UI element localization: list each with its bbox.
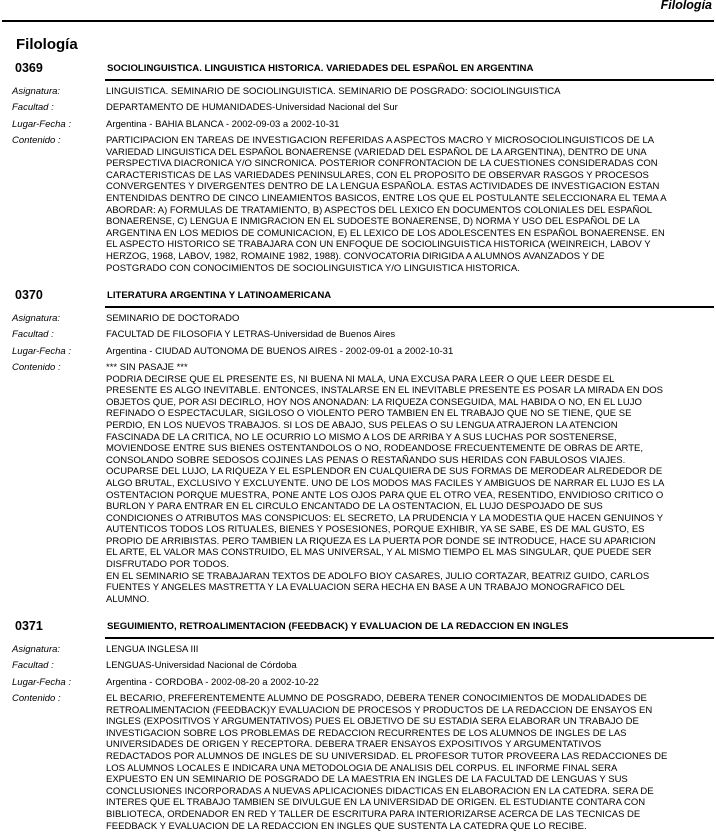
facultad-label: Facultad : — [12, 660, 54, 672]
asignatura-value: LENGUA INGLESA III — [106, 643, 199, 655]
contenido-label: Contenido : — [12, 134, 61, 146]
facultad-value: DEPARTAMENTO DE HUMANIDADES-Universidad Nacional del Sur — [106, 102, 398, 114]
asignatura-value: LINGUISTICA. SEMINARIO DE SOCIOLINGUISTICA. SEMINARIO DE POSGRADO: SOCIOLINGUISTICA — [106, 85, 561, 97]
entry-code: 0371 — [15, 619, 43, 633]
lugar-fecha-label: Lugar-Fecha : — [12, 345, 71, 357]
lugar-fecha-value: Argentina - CIUDAD AUTONOMA DE BUENOS AIRES - 2002-09-01 a 2002-10-31 — [106, 345, 454, 357]
contenido-value: EL BECARIO, PREFERENTEMENTE ALUMNO DE POSGRADO, DEBERA TENER CONOCIMIENTOS DE MODALIDADES DE RETROALIMENTACION (FEEDBACK)Y EVALUACION DE PROCESOS Y PRODUCTOS DE LA REDACCION DE ENSAYOS EN INGLES (EXPOSITIVOS Y ARGUMENTATIVOS) PUES EL OBJETIVO DE SU ESTADIA SERA ELABORAR UN TRABAJO DE INVESTIGACION SOBRE LOS PROBLEMAS DE REDACCION RECURRENTES DE LOS ALUMNOS DE INGLES DE LAS UNIVERSIDADES DE ORIGEN Y RECEPTORA. DEBERA TRAER ENSAYOS EXPOSITIVOS Y ARGUMENTATIVOS REDACTADOS POR ALUMNOS DE INGLES DE SU UNIVERSIDAD. EL PROFESOR TUTOR PROVEERA LAS REDACCIONES DE LOS ALUMNOS LOCALES E INDICARA UNA METODOLOGIA DE ANALISIS DEL CORPUS. EL INFORME FINAL SERA EXPUESTO EN UN SEMINARIO DE POSGRADO DE LA MAESTRIA EN INGLES DE LA FACULTAD DE LENGUAS Y SUS CONCLUSIONES INCORPORADAS A NUEVAS APLICACIONES DIDACTICAS EN ELABORACION EN LA CATEDRA. SERA DE INTERES QUE EL TRABAJO TAMBIEN SE DIVULGUE EN LA UNIVERSIDAD DE ORIGEN. EL ESTUDIANTE CONTARA CON BIBLIOTECA, ORDENADOR EN RED Y TALLER DE ESCRITURA PARA INTERIORIZARSE ACERCA DE LAS TECNICAS DE FEEDBACK Y EVALUACION DE LA REDACCION EN INGLES QUE SUSTENTA LA CATEDRA QUE LO RECIBE. — [106, 692, 668, 832]
entry-title: SOCIOLINGUISTICA. LINGUISTICA HISTORICA. VARIEDADES DEL ESPAÑOL EN ARGENTINA — [107, 63, 534, 74]
entry-header — [0, 288, 716, 306]
facultad-value: LENGUAS-Universidad Nacional de Córdoba — [106, 660, 297, 672]
asignatura-label: Asignatura: — [12, 85, 61, 97]
page-title: Filología — [16, 36, 78, 53]
entry-code: 0370 — [15, 288, 43, 302]
entry-0371 — [0, 619, 716, 832]
lugar-fecha-label: Lugar-Fecha : — [12, 676, 71, 688]
facultad-value: FACULTAD DE FILOSOFIA Y LETRAS-Universidad de Buenos Aires — [106, 329, 396, 341]
lugar-fecha-value: Argentina - BAHIA BLANCA - 2002-09-03 a 2002-10-31 — [106, 118, 340, 130]
contenido-row — [0, 693, 716, 832]
entry-title: LITERATURA ARGENTINA Y LATINOAMERICANA — [107, 290, 332, 301]
lugar-fecha-value: Argentina - CORDOBA - 2002-08-20 a 2002-10-22 — [106, 676, 319, 688]
lugar-fecha-row — [0, 119, 716, 131]
contenido-value: PARTICIPACION EN TAREAS DE INVESTIGACION REFERIDAS A ASPECTOS MACRO Y MICROSOCIOLINGUISTICOS DE LA VARIEDAD LINGUISTICA DEL ESPAÑOL BONAERENSE (VARIEDAD DEL ESPAÑOL DE LA ARGENTINA), DENTRO DE UNA PERSPECTIVA DIACRONICA Y/O SINCRONICA. POSTERIOR CONFRONTACION DE LA CUESTIONES CONSIDERADAS CON CARACTERISTICAS DE LAS VARIEDADES PENINSULARES, CON EL PROPOSITO DE OBSERVAR RASGOS Y PROCESOS CONVERGENTES Y DIVERGENTES DENTRO DE LA LENGUA ESPAÑOLA. ESTAS ACTIVIDADES DE INVESTIGACION ESTAN ENTENDIDAS DENTRO DE CINCO LINEAMIENTOS BASICOS, ENTRE LOS QUE EL POSTULANTE SELECCIONARA EL TEMA A ABORDAR: A) FORMULAS DE TRATAMIENTO, B) ASPECTOS DEL LEXICO EN DOCUMENTOS COLONIALES DEL ESPAÑOL BONAERENSE, C) LENGUA E INMIGRACION EN EL SUDOESTE BONAERENSE, D) NORMA Y USO DEL ESPAÑOL DE LA ARGENTINA EN LOS MEDIOS DE COMUNICACION, E) EL LEXICO DE LOS ADOLESCENTES EN ESPAÑOL BONAERENSE. EN EL ASPECTO HISTORICO SE TRABAJARA CON UN ENFOQUE DE SOCIOLINGUISTICA HISTORICA (WEINREICH, LABOV Y HERZOG, 1968, LABOV, 1982, ROMAINE 1982, 1988). CONVOCATORIA DIRIGIDA A ALUMNOS AVANZADOS Y DE POSTGRADO CON CONOCIMIENTOS DE SOCIOLINGUISTICA Y/O LINGUISTICA HISTORICA. — [106, 134, 667, 274]
facultad-label: Facultad : — [12, 102, 54, 114]
asignatura-label: Asignatura: — [12, 643, 61, 655]
entry-0370 — [0, 288, 716, 605]
entry-header — [0, 61, 716, 79]
entry-header — [0, 619, 716, 637]
entry-code: 0369 — [15, 61, 43, 75]
lugar-fecha-label: Lugar-Fecha : — [12, 118, 71, 130]
entry-0369 — [0, 61, 716, 274]
asignatura-value: SEMINARIO DE DOCTORADO — [106, 312, 240, 324]
lugar-fecha-row — [0, 677, 716, 689]
asignatura-label: Asignatura: — [12, 312, 61, 324]
asignatura-row — [0, 644, 716, 656]
facultad-row — [0, 660, 716, 672]
contenido-row — [0, 362, 716, 605]
lugar-fecha-row — [0, 346, 716, 358]
asignatura-row — [0, 86, 716, 98]
facultad-label: Facultad : — [12, 329, 54, 341]
entry-title: SEGUIMIENTO, RETROALIMENTACION (FEEDBACK) Y EVALUACION DE LA REDACCION EN INGLES — [107, 621, 569, 632]
header-rule — [2, 20, 714, 22]
facultad-row — [0, 102, 716, 114]
running-head: Filología — [660, 0, 712, 12]
contenido-value: *** SIN PASAJE *** PODRIA DECIRSE QUE EL PRESENTE ES, NI BUENA NI MALA, UNA EXCUSA PARA LEER O QUE LEER DESDE EL PRESENTE ES ALGO INEVITABLE. ENTONCES, INSTALARSE EN EL INEVITABLE PRESENTE ES POSAR LA MIRADA EN DOS OBJETOS QUE, POR ASI DECIRLO, HOY NOS ANONADAN: LA RIQUEZA CONSEGUIDA, MAL HABIDA O NO, EN EL LUJO REFINADO O ESPECTACULAR, SIGILOSO O VIOLENTO PERO TAMBIEN EN EL TRABAJO QUE NO SE TIENE, QUE SE PERDIO, EN LOS NUEVOS TRABAJOS. SI LOS DE ABAJO, SUS PELEAS O SU LENGUA ATRAJERON LA ATENCION FASCINADA DE LA CRITICA, NO LE OCURRIO LO MISMO A LOS DE ARRIBA Y A SUS LUCHAS POR SOSTENERSE, MOVIENDOSE ENTRE SUS BIENES OSTENTANDOLOS O NO, RODEANDOSE FRECUENTEMENTE DE OBRAS DE ARTE, CONSOLANDO SOBRE SEDOSOS COJINES LAS PENAS O RESTAÑANDO SUS HERIDAS CON FABULOSOS VIAJES. OCUPARSE DEL LUJO, LA RIQUEZA Y EL ESPLENDOR EN CUALQUIERA DE SUS FORMAS DE MERODEAR ALREDEDOR DE ALGO BRUTAL, EXCLUSIVO Y EXCLUYENTE. UNO DE LOS MODOS MAS FACILES Y AMBIGUOS DE NARRAR EL LUJO ES LA OSTENTACION PORQUE MUESTRA, PONE ANTE LOS OJOS PARA QUE EL OTRO VEA, RESENTIDO, ENVIDIOSO CRITICO O BURLON Y PARA ENTRAR EN EL CIRCULO ENCANTADO DE LA OSTENTACION, EL LUJO DESPOJADO DE SUS CONDICIONES O ATRIBUTOS MAS CONSPICUOS: EL SECRETO, LA PRUDENCIA Y LA MODESTIA QUE HACEN GENUINOS Y AUTENTICOS TODOS LOS RITUALES, BIENES Y POSESIONES, PORQUE EXHIBIR, YA SE SABE, ES DE MAL GUSTO, ES PROPIO DE ARRIBISTAS. PERO TAMBIEN LA RIQUEZA ES LA PUERTA POR DONDE SE INTRODUCE, HACE SU APARICION EL ARTE, EL VALOR MAS CONSTRUIDO, EL MAS UNIVERSAL, Y AL MISMO TIEMPO EL MAS SINGULAR, QUE PUEDE SER DISFRUTADO POR TODOS. EN EL SEMINARIO SE TRABAJARAN TEXTOS DE ADOLFO BIOY CASARES, JULIO CORTAZAR, BEATRIZ GUIDO, CARLOS FUENTES Y ANGELES MASTRETTA Y LA EVALUACION SERA HECHA EN BASE A UN TRABAJO MONOGRAFICO DEL ALUMNO. — [106, 361, 665, 605]
contenido-label: Contenido : — [12, 361, 61, 373]
asignatura-row — [0, 313, 716, 325]
facultad-row — [0, 329, 716, 341]
contenido-label: Contenido : — [12, 692, 61, 704]
contenido-row — [0, 135, 716, 274]
